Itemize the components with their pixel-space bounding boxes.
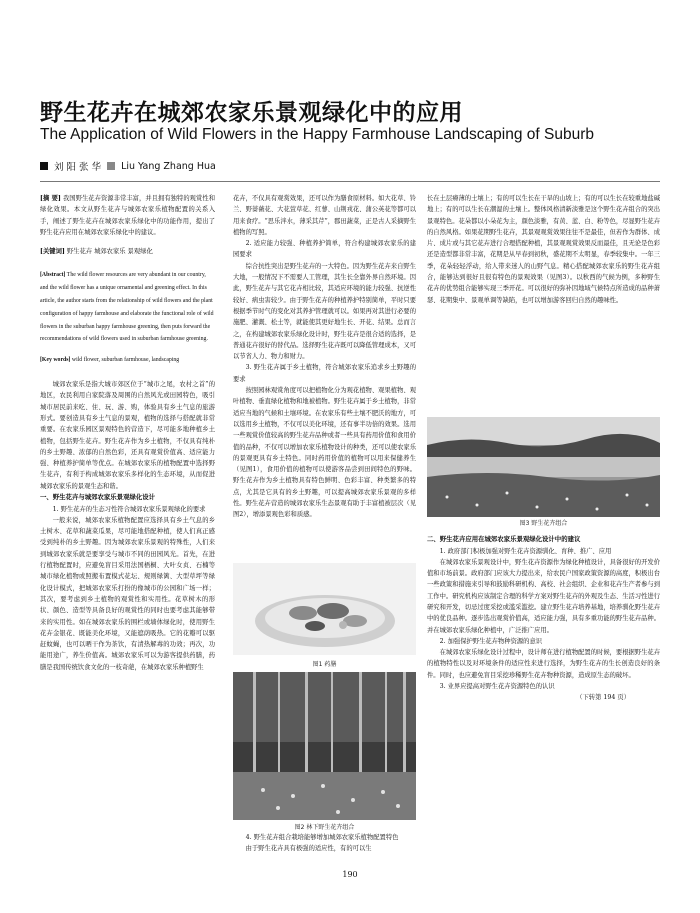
- body-paragraph: 花卉，不仅具有观赏效果，还可以作为膳食原材料。如大花草、铃兰、野蔷薇花、大花萱草花、红蓼、山荆戎花、蒲公英花等都可以用来食疗。“思乐泮水，薄采其芹”，郡田蔬菜，正是古人采摘野生植物的写照。: [233, 195, 416, 236]
- keywords-en: [Key words] wild flower, suburban farmhouse, landscaping: [40, 357, 180, 364]
- column-3-lower: [427, 528, 660, 908]
- continued-note: （下转第 194 页）: [576, 694, 630, 702]
- article-title-zh: 野生花卉在城郊农家乐景观绿化中的应用: [40, 100, 463, 126]
- authors-en: Liu Yang Zhang Hua: [121, 160, 216, 172]
- body-paragraph: 长在土层瘠薄的土壤上；有的可以生长在干旱的山坡上；有的可以生长在较重地盐碱地上；有的可以生长在潮湿的土壤上。整体风格清新淡雅是这个野生花卉组合的突出景观特色。花朵都以小朵花为主，颜色淡雅，有黄、蓝、白、粉等色，尽显野生花卉的自然风格。如果花期野生花卉，其景观观赏效果往往不是最佳，但若作为群体、成片、成片或与其它花卉进行合理搭配种植，其景观观赏效果反而最佳，且无论是色彩还是造型都非常丰富，花期是从早春到初秋，盛花期不太明显，春季较集中。一年三季，花朵轻轻浮动，给人带来迷人的山野气息。精心搭配城郊农家乐的野生花卉组合，能够达到很好且很有特色的景观效果（见图3）。以秋西的气候为例，多种野生花卉的优势组合能够实现三季开花。可以很好的弥补因地域气候特点所造成的品种萧瑟、花期集中、景观单调等缺陷，也可以增加游客回归自然的趣味性。: [427, 195, 660, 304]
- figure-2-caption: 图2 林下野生花卉组合: [294, 824, 355, 831]
- title-divider: [40, 181, 660, 182]
- subsection-1-3-heading: 3. 野生花卉属于乡土植物，符合城郊农家乐追求乡土野趣的要求: [233, 364, 416, 383]
- square-bullet-icon: [40, 162, 48, 170]
- figure-1-caption: 图1 药膳: [312, 661, 337, 668]
- figure-3-caption: 图3 野生花卉组合: [519, 520, 568, 527]
- subsection-2-3-heading: 3. 业界应提高对野生花卉资源特色的认识: [439, 683, 555, 691]
- body-paragraph: 在城郊农家乐景观设计中，野生花卉资源作为绿化种植设计，具备很好的开发价值和市场前景。政府部门应该大力提出来，给农民户国家政策资源的高度，积极出台一些政策和措施来引导和鼓励科研机构、高校、社会组织、企业和花卉生产者参与到工作中。研究机构应该制定合理的科学方案对野生花卉的外观及生态、生活习性进行研究和开发，切忌过度采挖或滥采滥挖。建立野生花卉培养基地，培养驯化野生花卉中的优良品种。逐步选出观赏价值高，适应能力强，具有多重功能的野生花卉品种。并在城郊农家乐绿化种植中，广泛推广应用。: [427, 558, 660, 634]
- body-paragraph: 综合抗性突出是野生花卉的一大特色。因为野生花卉来自野生大地，一般情况下不需要人工管理，其生长全靠外界自然环境。因此，野生花卉与其它花卉相比较，其适应环境的能力较强、抗逆性较好、病虫害较少。由于野生花卉的种植养护特别简单，平时只要根据季节时气的变化对其养护管理就可以。如果再对其进行必要的施肥、灌溉、松土等，就能使其更好地生长、开花、结果。总而言之，在构建城郊农家乐绿化设计时，野生花卉是很合适的选择，是普通花卉很好的替代品。选择野生花卉既可以降低管理成本，又可以节省人力、物力和财力。: [233, 262, 416, 361]
- subsection-1-2-heading: 2. 适应能力较强、种植养护简单，符合构建城郊农家乐的建园要求: [233, 240, 416, 259]
- abstract-en: [Abstract] The wild flower resources are very abundant in our country, and the wild flower has a unique ornamental and greening effect. In this article, the author starts from the relationship of wild flowers and the plant configuration of happy farmhouse and elaborate the functional role of wild flowers in the suburban happy farmhouse greening, then puts forward the recommendations of wild flowers used in suburban farmhouse greening.: [40, 272, 214, 343]
- square-bullet-icon: [107, 162, 115, 170]
- subsection-2-2-heading: 2. 加强保护野生花卉物种资源的意识: [439, 637, 543, 645]
- figure-1-image: [233, 563, 416, 655]
- body-paragraph: 按照园林观赏角度可以把植物化分为观花植物、观果植物、观叶植物、垂直绿化植物和地被植物。野生花卉属于乡土植物，非常适应当地的气候和土壤环境。在农家乐有些土壤不肥沃的地方，可以选用乡土植物，不仅可以美化环境，还有事半功倍的效果。选用一些观赏价值较高的野生花卉品种或者一些具有药用价值和食用价值的品种，不仅可以增加农家乐植物设计的种类，还可以使农家乐的景观更具有乡土特色。同时药用价值的植物可以用来保健养生（见图1），食用价值的植物可以使游客品尝到田间特色的野味。野生花卉作为乡土植物具有特色鲜明、色彩丰富、种类繁多的特点，尤其是它具有的乡土野趣，可以提高城郊农家乐景观的多样性。野生花卉营造的城郊农家乐生态景观有助于丰富植被层次（见图2），增添景观色彩和质感。: [233, 387, 416, 519]
- article-title-en: The Application of Wild Flowers in the Happy Farmhouse Landscaping of Suburb: [40, 126, 594, 143]
- figure-3-image: [427, 417, 660, 517]
- subsection-1-1-heading: 1. 野生花卉的生态习性符合城郊农家乐景观绿化的要求: [52, 505, 206, 513]
- body-paragraph: 一般来说，城郊农家乐植物配置应选择具有乡土气息的乡土树木、花草和蔬菜瓜果，尽可能地搭配种植，使人们真正感受到纯朴的乡土野趣。因为城郊农家乐景观的特殊性，人们来到城郊农家乐就是要享受与城市不同的田园风光。首先，在进行植物配置时，应避免盲目采用法国梧桐、大叶女贞、石楠等城市绿化植物或照搬布置模式花坛、规则绿篱、大型草坪等绿化设计模式，把城郊农家乐打扮的像城市的公园和广场一样；其次，要考虑到乡土植物的观赏性和实用性。花草树木的形状、颜色、造型等具备良好的观赏性的同时也要考虑其能够带来的实用性。如在城郊农家乐的围栏或墙体绿化时，使用野生花卉金银花、既能美化环境，又能遮荫吸热。它的花瓣可以驱赶蚊蝇，也可以晒干作为茶饮，有清热解毒的功效；再次，功能用途广，养生价值高。城郊农家乐可以为游客提供药膳，药膳是我国传统饮食文化的一枝奇葩，在城郊农家乐种植野生: [40, 516, 215, 671]
- column-3: [427, 193, 660, 411]
- author-line: [40, 159, 216, 173]
- subsection-2-1-heading: 1. 政府部门积极加强对野生花卉资源驯化、育种、推广、应用: [439, 547, 612, 555]
- body-paragraph: 由于野生花卉具有极强的适应性，有的可以生: [245, 845, 372, 853]
- body-paragraph: 在城郊农家乐绿化设计过程中，设计师在进行植物配置的时候，要根据野生花卉的植物特性以及对环境条件的适应性来进行选择，为野生花卉的生长创造良好的条件。同时，也应避免盲目采挖珍稀野生花卉物种资源，造成原生态的破坏。: [427, 649, 660, 679]
- column-1: [40, 193, 215, 893]
- subsection-1-4-heading: 4. 野生花卉组合栽培能够增加城郊农家乐植物配置特色: [245, 834, 399, 841]
- page-number: 190: [342, 870, 358, 879]
- section-1-heading: 一、野生花卉与城郊农家乐景观绿化设计: [40, 493, 156, 502]
- column-2-bottom: [233, 832, 416, 868]
- intro-paragraph: 城郊农家乐是指大城市郊区位于“城市之尾，农村之首”的地区，农民利用自家院落及周围的自然风光或田园特色，吸引城市居民前来吃、住、玩、游、购，体验具有乡土气息的旅游形式。要创造具有乡土气息的景观，植物的选择与搭配就非常重要。在农家乐园区景观特色的营造下，尽可能多地种植乡土植物，包括野生花卉。野生花卉作为乡土植物，不仅具有纯朴的乡土野趣、浓郁的自然色彩，还具有观赏价值高、适应能力强、种植养护简单等优点。在城郊农家乐的植物配置中选择野生花卉，有利于构成城郊农家乐多样化的生态环境，从而促进城郊农家乐的景观生态和谐。: [40, 381, 215, 490]
- section-2-heading: 二、野生花卉应用在城郊农家乐景观绿化设计中的建议: [427, 535, 581, 543]
- keywords-zh: [关键词] 野生花卉 城郊农家乐 景观绿化: [40, 248, 153, 256]
- figure-2-image: [233, 672, 416, 820]
- authors-zh: 刘 阳 张 华: [54, 162, 102, 173]
- abstract-zh: [摘 要] 我国野生花卉资源非常丰富，并且拥有独特的观赏性和绿化效果。本文从野生花卉与城郊农家乐植物配置的关系入手，阐述了野生花卉在城郊农家乐绿化中的功能作用，提出了野生花卉应用在城郊农家乐绿化中的建议。: [40, 195, 215, 236]
